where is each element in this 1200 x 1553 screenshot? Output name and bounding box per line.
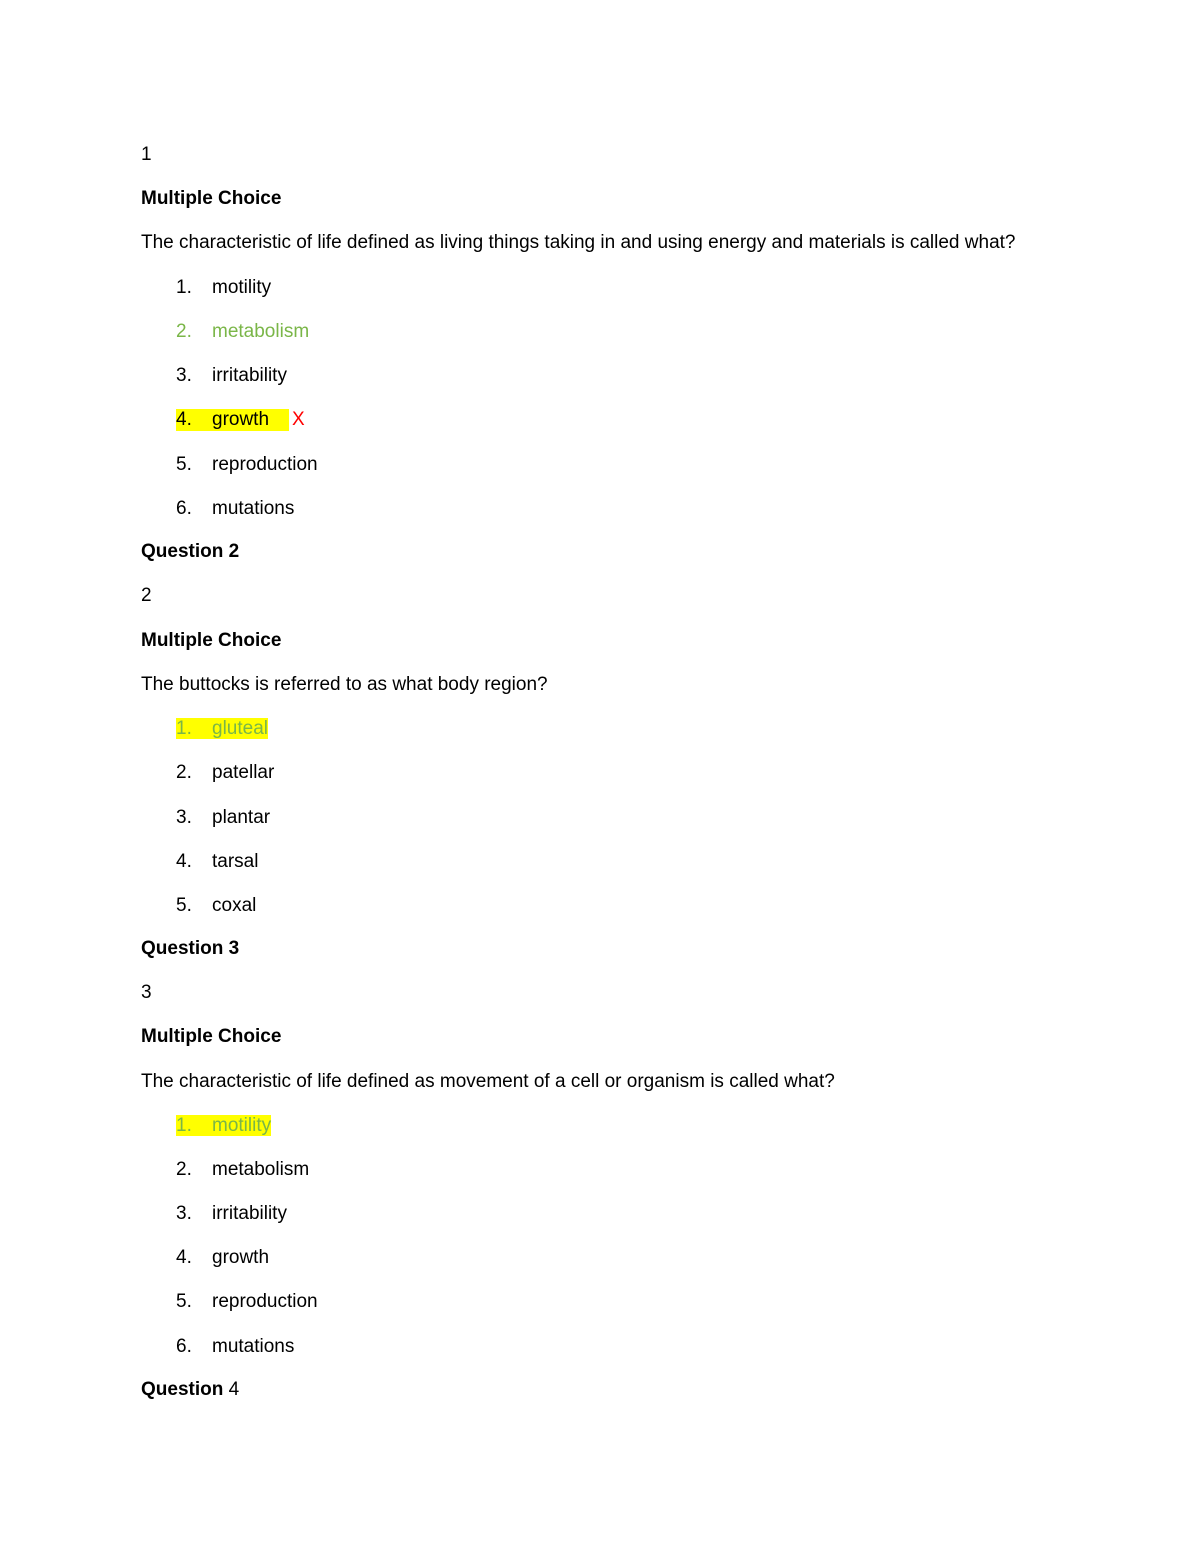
option-text: irritability	[212, 1203, 287, 1224]
selected-highlight	[176, 718, 268, 739]
option-text: reproduction	[212, 454, 318, 475]
question-heading	[141, 1379, 239, 1401]
option-text: motility	[212, 277, 272, 298]
option-text: tarsal	[212, 851, 259, 872]
question-heading-number: 4	[228, 1379, 240, 1400]
option-number: 5.	[176, 895, 192, 916]
option-item	[176, 807, 270, 829]
option-item	[176, 498, 294, 520]
wrong-mark: X	[292, 409, 305, 430]
question-heading: Question 3	[141, 938, 240, 959]
question-type: Multiple Choice	[141, 630, 282, 651]
selected-highlight	[176, 1115, 271, 1136]
option-item-selected-wrong	[176, 409, 289, 431]
option-text: reproduction	[212, 1291, 318, 1312]
option-text: coxal	[212, 895, 257, 916]
option-number: 2.	[176, 1159, 192, 1180]
option-item	[176, 365, 287, 387]
question-number: 3	[141, 982, 152, 1003]
option-item	[176, 277, 271, 299]
option-text: gluteal	[212, 718, 268, 739]
option-text: growth	[212, 409, 270, 430]
question-type: Multiple Choice	[141, 1026, 282, 1047]
option-number: 6.	[176, 1336, 192, 1357]
option-item	[176, 762, 274, 784]
option-number: 5.	[176, 1291, 192, 1312]
question-heading-word: Question	[141, 1379, 224, 1400]
option-text: plantar	[212, 807, 271, 828]
option-text: patellar	[212, 762, 275, 783]
option-number: 3.	[176, 1203, 192, 1224]
option-item	[176, 1159, 309, 1181]
option-item	[176, 1336, 294, 1358]
option-item	[176, 1203, 287, 1225]
question-heading: Question 2	[141, 541, 240, 562]
option-item	[176, 1291, 318, 1313]
option-text: mutations	[212, 1336, 295, 1357]
option-item-correct-selected	[176, 1115, 271, 1137]
option-text: irritability	[212, 365, 287, 386]
option-number: 4.	[176, 409, 192, 430]
option-number: 1.	[176, 277, 192, 298]
option-number: 1.	[176, 1115, 192, 1136]
option-item-correct	[176, 321, 309, 343]
question-text: The buttocks is referred to as what body region?	[141, 674, 548, 695]
option-number: 1.	[176, 718, 192, 739]
option-number: 2.	[176, 762, 192, 783]
option-number: 6.	[176, 498, 192, 519]
option-number: 3.	[176, 807, 192, 828]
option-item	[176, 851, 258, 873]
question-number: 1	[141, 144, 152, 165]
option-number: 4.	[176, 851, 192, 872]
option-item	[176, 895, 256, 917]
question-number: 2	[141, 585, 152, 606]
selected-highlight	[176, 409, 289, 431]
option-item	[176, 1247, 269, 1269]
option-number: 3.	[176, 365, 192, 386]
option-number: 2.	[176, 321, 192, 342]
option-item	[176, 454, 318, 476]
option-text: metabolism	[212, 1159, 310, 1180]
option-text: growth	[212, 1247, 270, 1268]
option-text: motility	[212, 1115, 272, 1136]
option-number: 4.	[176, 1247, 192, 1268]
option-number: 5.	[176, 454, 192, 475]
question-text: The characteristic of life defined as living things taking in and using energy and materials is called what?	[141, 232, 1016, 253]
question-text: The characteristic of life defined as movement of a cell or organism is called what?	[141, 1071, 835, 1092]
option-text: mutations	[212, 498, 295, 519]
question-type: Multiple Choice	[141, 188, 282, 209]
option-text: metabolism	[212, 321, 310, 342]
option-item-correct-selected	[176, 718, 268, 740]
